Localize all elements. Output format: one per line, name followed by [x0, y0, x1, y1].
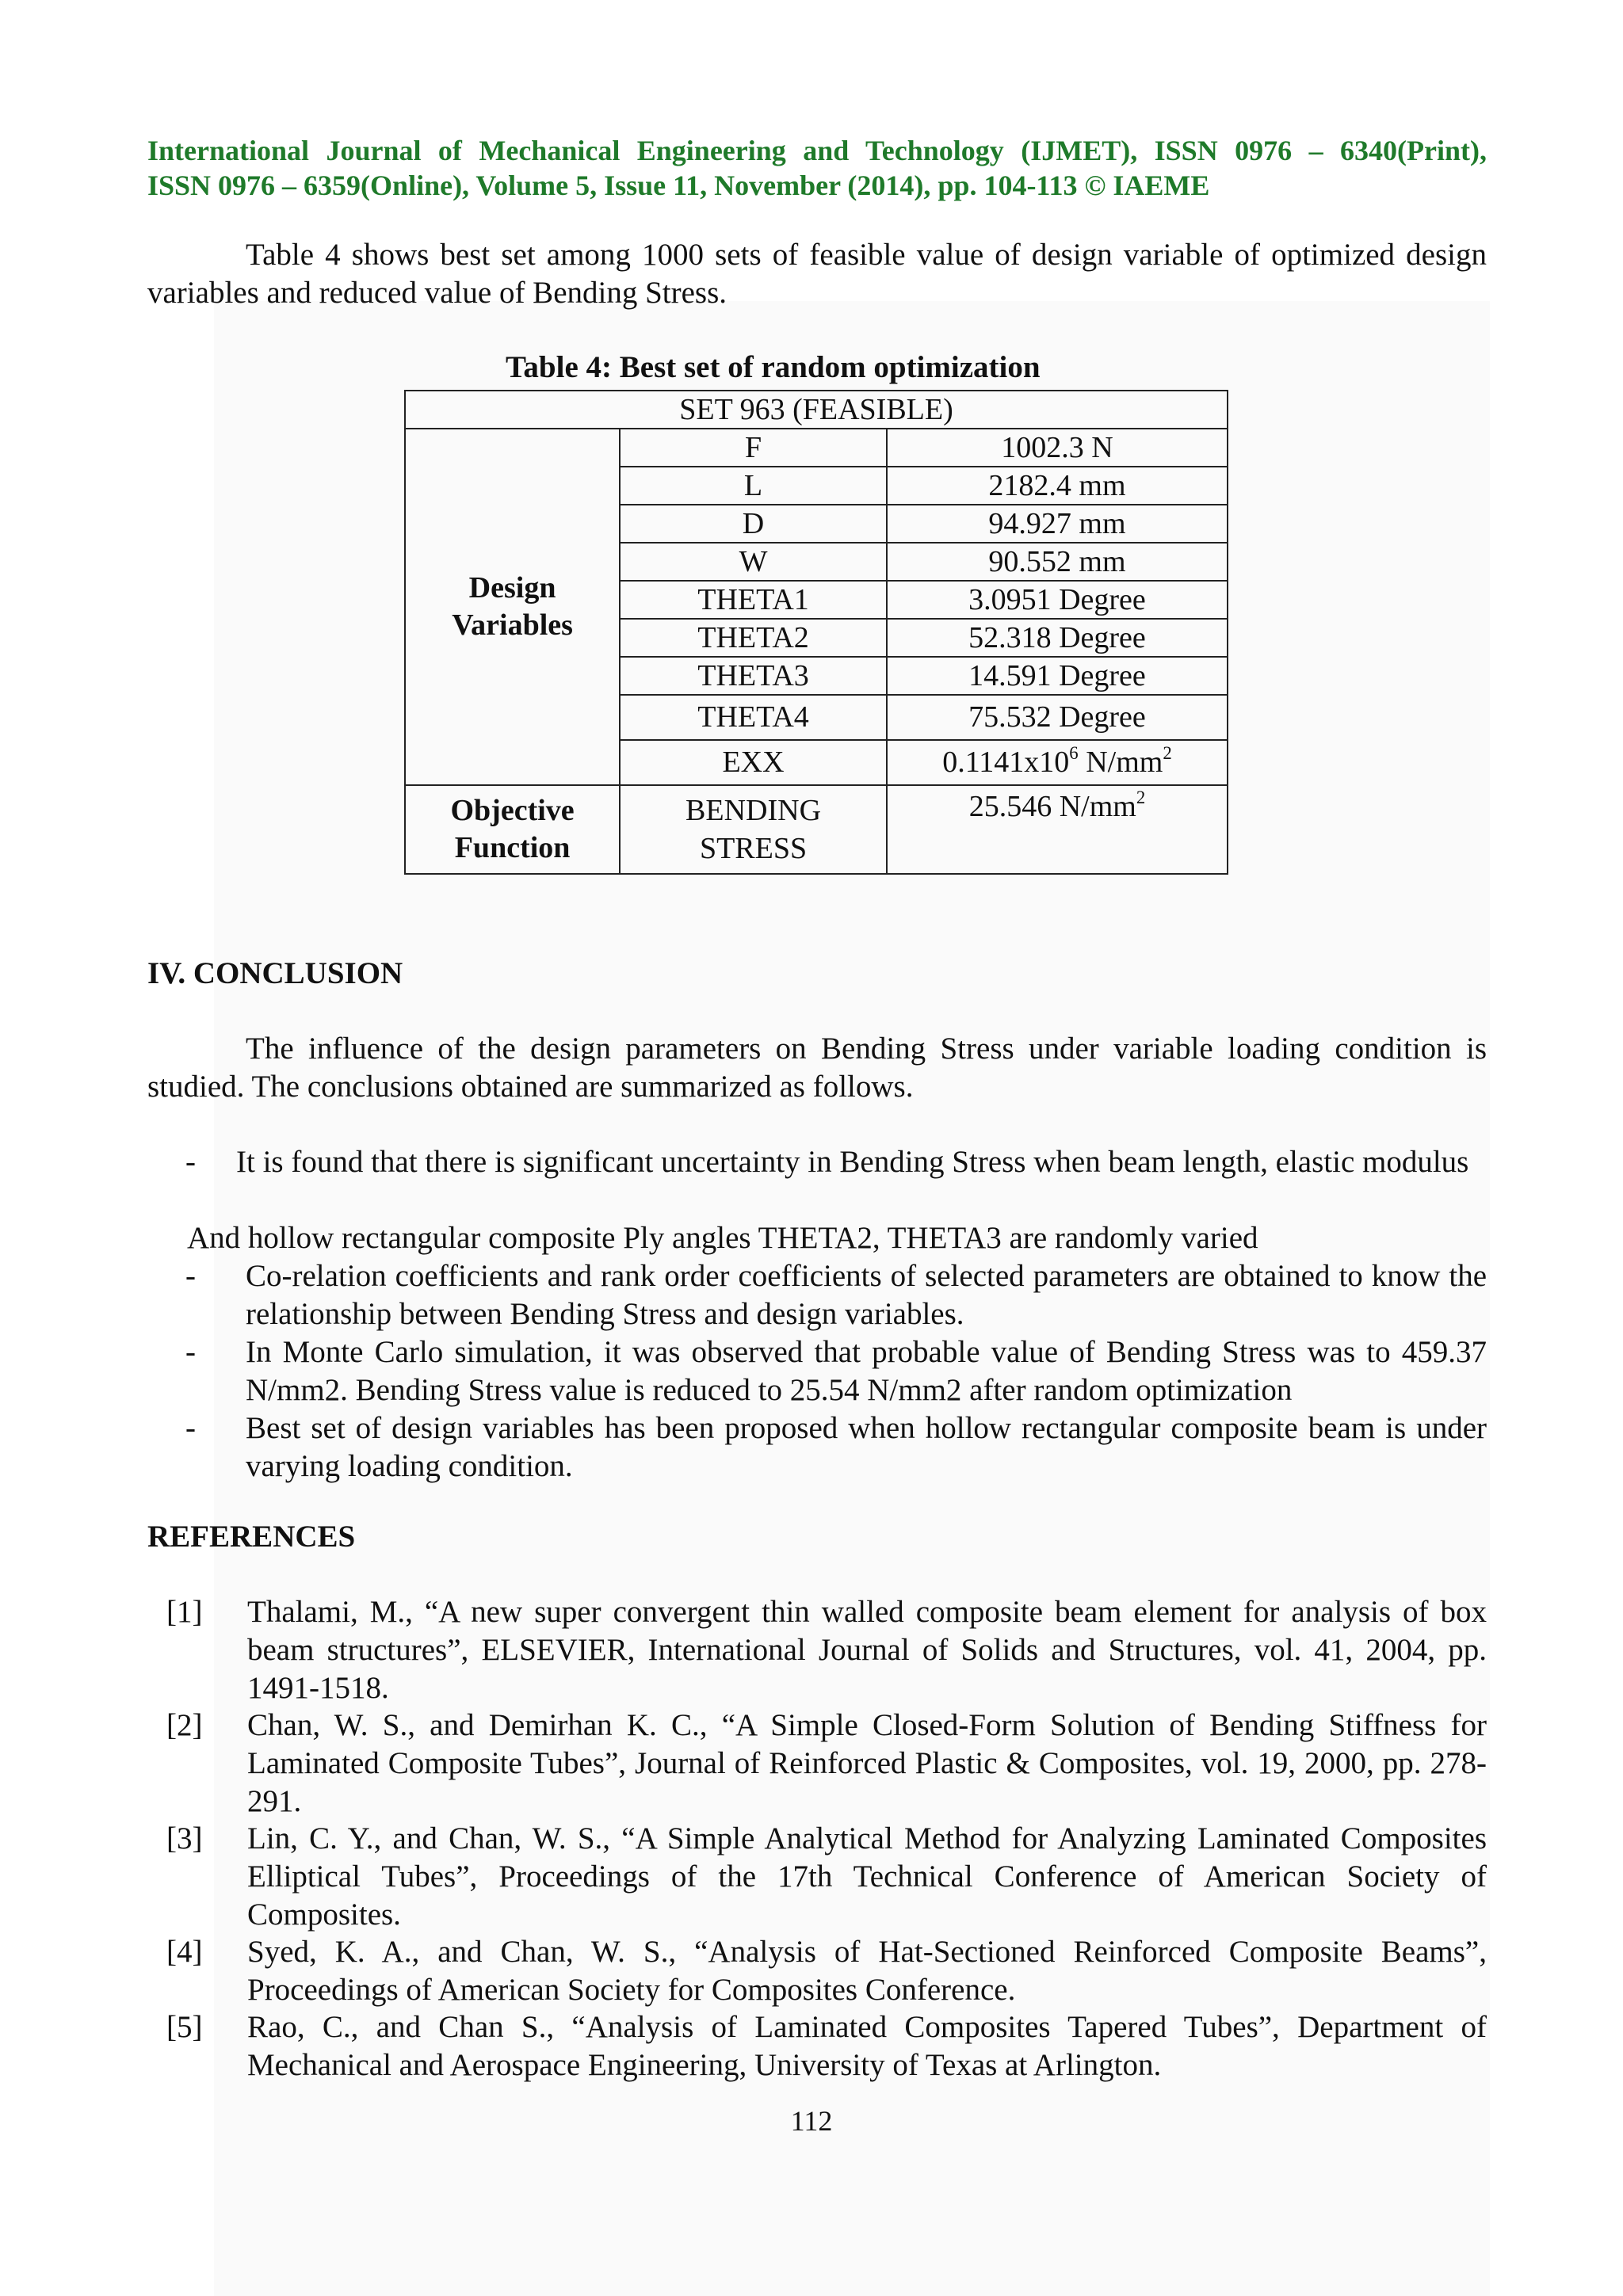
reference-number: [1] [166, 1595, 203, 1629]
variable-name-cell: THETA4 [620, 695, 887, 740]
bending-value: 25.546 N/mm [968, 790, 1136, 823]
reference-text: Lin, C. Y., and Chan, W. S., “A Simple Analytical Method for Analyzing Laminated Composites Elliptical Tubes”, Proceedings of the 17th Technical Conference of American Society of Composites. [247, 1821, 1487, 1932]
design-label-line-1: Design [468, 571, 556, 605]
bullet-text: It is found that there is significant uncertainty in Bending Stress when beam length, elastic modulus [236, 1145, 1469, 1179]
variable-value-cell: 94.927 mm [887, 505, 1228, 543]
table-row [405, 429, 1228, 467]
bullet-dash: - [185, 1259, 196, 1293]
design-label-line-2: Variables [452, 608, 573, 642]
bending-label-line-1: BENDING [685, 794, 822, 827]
conclusion-bullet-1 [185, 1143, 1487, 1181]
reference-text: Chan, W. S., and Demirhan K. C., “A Simple Closed-Form Solution of Bending Stiffness for Laminated Composite Tubes”, Journal of Reinforced Plastic & Composites, vol. 19, 2000, pp. 278-291. [247, 1708, 1487, 1818]
bending-label-line-2: STRESS [699, 832, 808, 865]
variable-value-cell: 1002.3 N [887, 429, 1228, 467]
reference-item [166, 2008, 1487, 2084]
bullet-dash: - [185, 1411, 196, 1445]
reference-number: [3] [166, 1821, 203, 1855]
conclusion-bullet-4 [185, 1409, 1487, 1486]
bullet-dash: - [185, 1335, 196, 1369]
intro-paragraph: Table 4 shows best set among 1000 sets of feasible value of design variable of optimized design variables and reduced value of Bending Stress. [147, 238, 1487, 310]
variable-name-cell: EXX [620, 740, 887, 785]
exx-value-cell [887, 740, 1228, 785]
reference-item [166, 1933, 1487, 2009]
reference-item [166, 1820, 1487, 1934]
variable-value-cell: 90.552 mm [887, 543, 1228, 581]
references-heading: REFERENCES [147, 1520, 356, 1554]
bullet-text: Co-relation coefficients and rank order coefficients of selected parameters are obtained to know the relationship between Bending Stress and design variables. [246, 1259, 1487, 1331]
variable-value-cell: 75.532 Degree [887, 695, 1228, 740]
page-number: 112 [790, 2105, 833, 2137]
set-header-cell: SET 963 (FEASIBLE) [405, 391, 1228, 429]
reference-number: [5] [166, 2010, 203, 2044]
conclusion-bullet-2 [185, 1257, 1487, 1333]
table-title: Table 4: Best set of random optimization [506, 350, 1041, 384]
exx-unit-exponent: 2 [1163, 743, 1172, 764]
bending-value-exponent: 2 [1136, 788, 1146, 808]
table-row [405, 391, 1228, 429]
variable-name-cell: D [620, 505, 887, 543]
bullet-text: Best set of design variables has been proposed when hollow rectangular composite beam is under varying loading condition. [246, 1411, 1487, 1483]
variable-value-cell: 52.318 Degree [887, 619, 1228, 657]
exx-unit: N/mm [1078, 746, 1163, 779]
bending-stress-value-cell [887, 785, 1228, 874]
variable-name-cell: W [620, 543, 887, 581]
variable-value-cell: 3.0951 Degree [887, 581, 1228, 619]
reference-number: [4] [166, 1935, 203, 1969]
reference-text: Rao, C., and Chan S., “Analysis of Laminated Composites Tapered Tubes”, Department of Mechanical and Aerospace Engineering, University of Texas at Arlington. [247, 2010, 1487, 2082]
journal-header [147, 133, 1487, 203]
reference-number: [2] [166, 1708, 203, 1742]
variable-name-cell: THETA2 [620, 619, 887, 657]
conclusion-heading: IV. CONCLUSION [147, 956, 403, 990]
journal-header-line-2: ISSN 0976 – 6359(Online), Volume 5, Issue 11, November (2014), pp. 104-113 © IAEME [147, 170, 1210, 201]
bullet-text: In Monte Carlo simulation, it was observed that probable value of Bending Stress was to 459.37 N/mm2. Bending Stress value is reduced to 25.54 N/mm2 after random optimization [246, 1335, 1487, 1407]
variable-name-cell: L [620, 467, 887, 505]
bending-stress-name-cell [620, 785, 887, 874]
results-table [404, 390, 1228, 875]
conclusion-paragraph: The influence of the design parameters on Bending Stress under variable loading condition is studied. The conclusions obtained are summarized as follows. [147, 1032, 1487, 1104]
exx-base: 0.1141x10 [942, 746, 1070, 779]
objective-function-label [405, 785, 620, 874]
variable-name-cell: F [620, 429, 887, 467]
objective-label-line-2: Function [454, 831, 571, 864]
table-row [405, 785, 1228, 874]
bullet-dash: - [185, 1145, 196, 1179]
variable-name-cell: THETA3 [620, 657, 887, 695]
variable-value-cell: 14.591 Degree [887, 657, 1228, 695]
variable-value-cell: 2182.4 mm [887, 467, 1228, 505]
conclusion-bullet-1-continuation: And hollow rectangular composite Ply angles THETA2, THETA3 are randomly varied [187, 1221, 1258, 1255]
reference-item [166, 1593, 1487, 1707]
reference-text: Syed, K. A., and Chan, W. S., “Analysis of Hat-Sectioned Reinforced Composite Beams”, Proceedings of American Society for Composites Conference. [247, 1935, 1487, 2007]
conclusion-bullet-3 [185, 1333, 1487, 1409]
variable-name-cell: THETA1 [620, 581, 887, 619]
reference-text: Thalami, M., “A new super convergent thin walled composite beam element for analysis of box beam structures”, ELSEVIER, International Journal of Solids and Structures, vol. 41, 2004, pp. 1491-1518. [247, 1595, 1487, 1705]
design-variables-label [405, 429, 620, 785]
reference-item [166, 1707, 1487, 1821]
objective-label-line-1: Objective [450, 794, 575, 827]
journal-header-line-1: International Journal of Mechanical Engineering and Technology (IJMET), ISSN 0976 – 6340(Print), [147, 135, 1487, 166]
exx-exponent: 6 [1069, 743, 1079, 764]
